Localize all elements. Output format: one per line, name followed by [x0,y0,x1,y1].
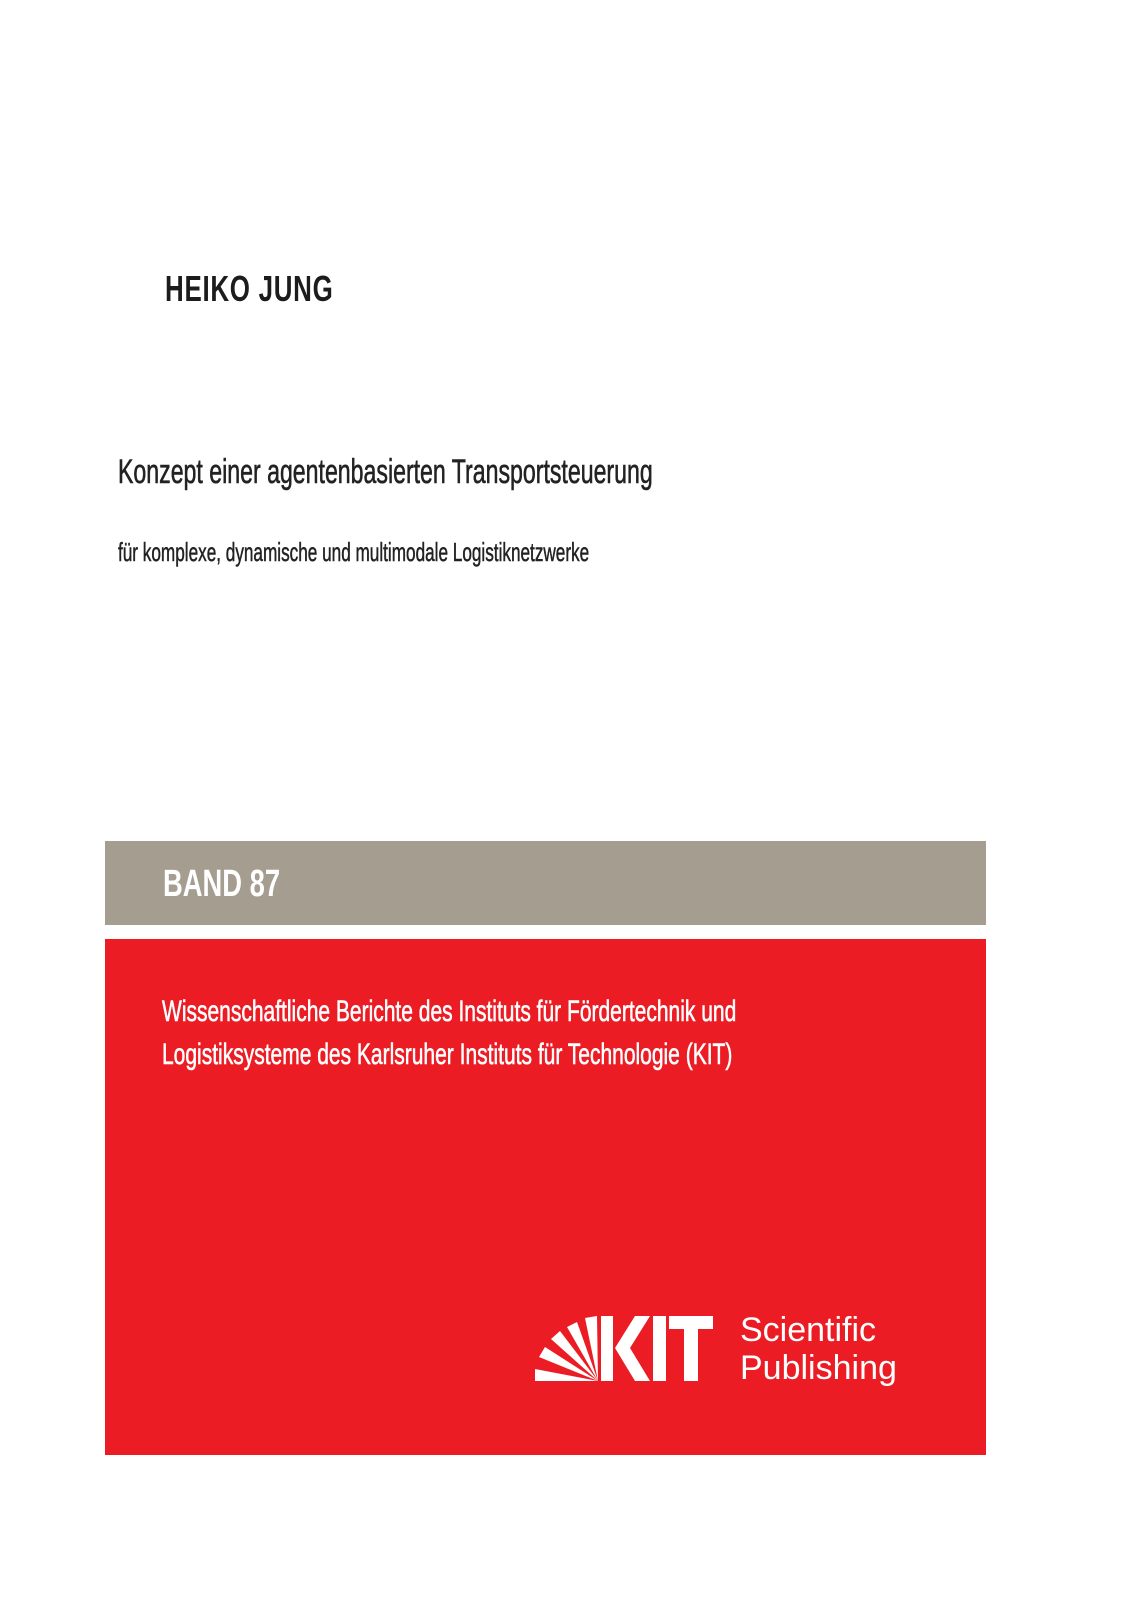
author-name: HEIKO JUNG [165,268,334,309]
publisher-name [740,1311,897,1387]
series-line-2: Logistiksysteme des Karlsruher Instituts für Technologie (KIT) [162,1038,733,1071]
series-panel [105,939,986,1455]
publisher-line-2: Publishing [740,1349,897,1387]
band-number: BAND 87 [163,863,281,905]
band-banner [105,841,986,925]
kit-logo-icon [535,1315,715,1385]
series-line-1: Wissenschaftliche Berichte des Instituts für Fördertechnik und [162,995,737,1028]
book-title: Konzept einer agentenbasierten Transportsteuerung [118,453,653,491]
book-subtitle: für komplexe, dynamische und multimodale Logistiknetzwerke [118,537,590,567]
publisher-line-1: Scientific [740,1311,877,1349]
